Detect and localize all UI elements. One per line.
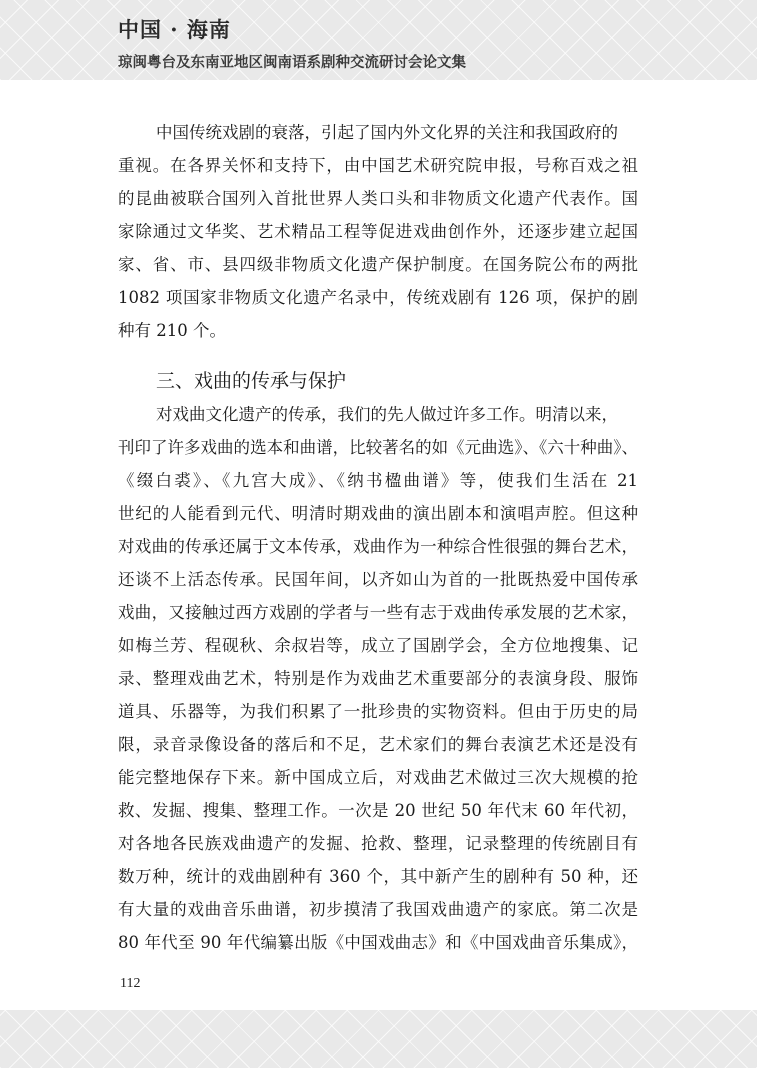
- text-line: 还谈不上活态传承。民国年间，以齐如山为首的一批既热爱中国传承: [118, 570, 638, 589]
- text-line: 道具、乐器等，为我们积累了一批珍贵的实物资料。但由于历史的局: [118, 702, 638, 721]
- text-line: 重视。在各界关怀和支持下，由中国艺术研究院申报，号称百戏之祖: [118, 156, 638, 175]
- text-line: 的昆曲被联合国列入首批世界人类口头和非物质文化遗产代表作。国: [118, 189, 638, 208]
- text-line: 能完整地保存下来。新中国成立后，对戏曲艺术做过三次大规模的抢: [118, 768, 638, 787]
- text-line: 家除通过文华奖、艺术精品工程等促进戏曲创作外，还逐步建立起国: [118, 222, 638, 241]
- text-line: 1082 项国家非物质文化遗产名录中，传统戏剧有 126 项，保护的剧: [118, 288, 638, 307]
- text-line: 救、发掘、搜集、整理工作。一次是 20 世纪 50 年代末 60 年代初，: [118, 801, 638, 820]
- text-line: 对戏曲的传承还属于文本传承，戏曲作为一种综合性很强的舞台艺术，: [118, 537, 638, 556]
- footer-band: [0, 1010, 757, 1068]
- text-line: 《缀白裘》、《九宫大成》、《纳书楹曲谱》等，使我们生活在 21: [118, 471, 638, 490]
- text-line: 世纪的人能看到元代、明清时期戏曲的演出剧本和演唱声腔。但这种: [118, 504, 638, 523]
- page-number: 112: [120, 976, 141, 991]
- text-line: 对各地各民族戏曲遗产的发掘、抢救、整理，记录整理的传统剧目有: [118, 834, 638, 853]
- book-subtitle: 琼闽粤台及东南亚地区闽南语系剧种交流研讨会论文集: [118, 55, 466, 71]
- text-line: 数万种，统计的戏曲剧种有 360 个，其中新产生的剧种有 50 种，还: [118, 867, 638, 886]
- text-line: 录、整理戏曲艺术，特别是作为戏曲艺术重要部分的表演身段、服饰: [118, 669, 638, 688]
- text-line: 戏曲，又接触过西方戏剧的学者与一些有志于戏曲传承发展的艺术家，: [118, 603, 638, 622]
- section-heading: 三、戏曲的传承与保护: [156, 370, 347, 392]
- text-line: 种有 210 个。: [118, 321, 226, 340]
- text-line: 家、省、市、县四级非物质文化遗产保护制度。在国务院公布的两批: [118, 255, 638, 274]
- text-line: 如梅兰芳、程砚秋、余叔岩等，成立了国剧学会，全方位地搜集、记: [118, 636, 638, 655]
- text-line: 80 年代至 90 年代编纂出版《中国戏曲志》和《中国戏曲音乐集成》，: [118, 933, 638, 952]
- text-line: 对戏曲文化遗产的传承，我们的先人做过许多工作。明清以来，: [156, 405, 618, 424]
- text-line: 刊印了许多戏曲的选本和曲谱，比较著名的如《元曲选》、《六十种曲》、: [118, 438, 638, 457]
- text-line: 有大量的戏曲音乐曲谱，初步摸清了我国戏曲遗产的家底。第二次是: [118, 900, 638, 919]
- text-line: 中国传统戏剧的衰落，引起了国内外文化界的关注和我国政府的: [156, 123, 618, 142]
- text-line: 限，录音录像设备的落后和不足，艺术家们的舞台表演艺术还是没有: [118, 735, 638, 754]
- book-title: 中国 · 海南: [118, 17, 231, 42]
